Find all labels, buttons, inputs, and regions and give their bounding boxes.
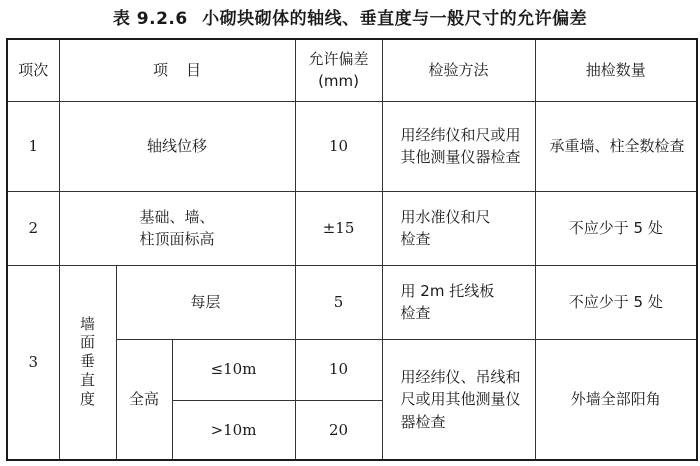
row3-gt10-tolerance: 20 <box>295 400 382 460</box>
row3-per-floor-sampling: 不应少于 5 处 <box>535 265 697 339</box>
row1-index: 1 <box>7 101 59 191</box>
table-row <box>7 265 697 339</box>
table-row <box>7 101 697 191</box>
header-sampling: 抽检数量 <box>535 39 697 101</box>
row2-method: 用水准仪和尺检查 <box>382 191 535 265</box>
header-item <box>59 39 295 101</box>
table-title-text: 小砌块砌体的轴线、垂直度与一般尺寸的允许偏差 <box>202 9 588 29</box>
row1-item: 轴线位移 <box>59 101 295 191</box>
row3-group <box>59 265 116 460</box>
row3-full-sampling: 外墙全部阳角 <box>535 339 697 460</box>
row2-item-line2: 柱顶面标高 <box>139 230 215 248</box>
row3-full-height: 全高 <box>116 339 172 460</box>
row2-item <box>59 191 295 265</box>
header-index: 项次 <box>7 39 59 101</box>
row3-gt10: >10m <box>172 400 295 460</box>
header-tolerance <box>295 39 382 101</box>
row1-method: 用经纬仪和尺或用其他测量仪器检查 <box>382 101 535 191</box>
header-method: 检验方法 <box>382 39 535 101</box>
row2-sampling: 不应少于 5 处 <box>535 191 697 265</box>
row1-sampling: 承重墙、柱全数检查 <box>535 101 697 191</box>
header-item-char1: 项 <box>153 61 169 79</box>
tolerance-table <box>6 38 698 461</box>
row2-index: 2 <box>7 191 59 265</box>
header-tolerance-label: 允许偏差 <box>308 49 369 68</box>
header-row <box>7 39 697 101</box>
table-title <box>0 4 700 34</box>
table-number: 表 9.2.6 <box>112 9 188 29</box>
row2-item-line1: 基础、墙、 <box>139 207 215 226</box>
row3-per-floor: 每层 <box>116 265 295 339</box>
header-item-char2: 目 <box>186 61 202 79</box>
row3-le10-tolerance: 10 <box>295 339 382 400</box>
row3-full-method: 用经纬仪、吊线和尺或用其他测量仪器检查 <box>382 339 535 460</box>
row2-tolerance: ±15 <box>295 191 382 265</box>
row3-group-label: 墙面垂直度 <box>80 314 96 408</box>
table-row <box>7 191 697 265</box>
row3-index: 3 <box>7 265 59 460</box>
row3-per-floor-tolerance: 5 <box>295 265 382 339</box>
row3-le10: ≤10m <box>172 339 295 400</box>
header-tolerance-unit: (mm) <box>318 72 359 91</box>
row1-tolerance: 10 <box>295 101 382 191</box>
row3-per-floor-method: 用 2m 托线板检查 <box>382 265 535 339</box>
